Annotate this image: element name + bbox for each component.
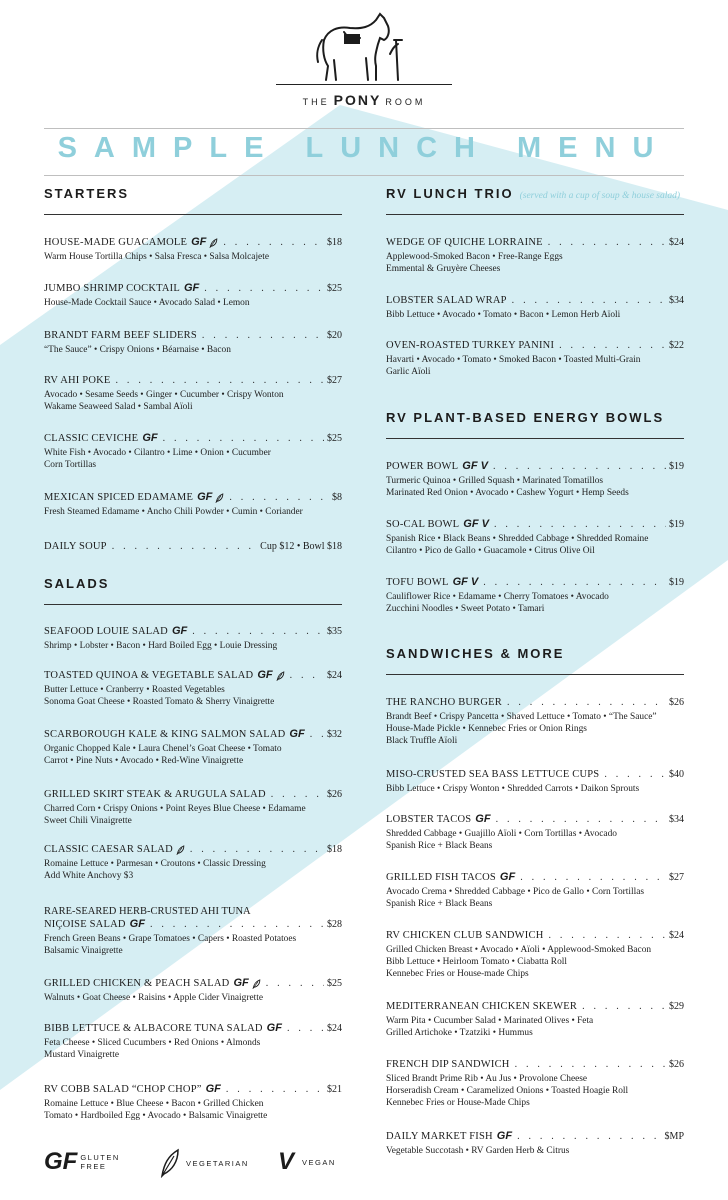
menu-title: SAMPLE LUNCH MENU bbox=[57, 132, 671, 164]
dot-leader bbox=[266, 977, 324, 990]
menu-item bbox=[44, 905, 342, 957]
menu-item-header bbox=[44, 374, 342, 387]
horse-icon bbox=[314, 10, 414, 84]
menu-item bbox=[44, 329, 342, 356]
menu-item-header bbox=[44, 236, 342, 249]
description-line: Brandt Beef • Crispy Pancetta • Shaved Lettuce • Tomato • “The Sauce” bbox=[386, 712, 657, 722]
menu-item-description bbox=[44, 992, 342, 1004]
menu-item-name: GRILLED CHICKEN & PEACH SALAD bbox=[44, 978, 230, 989]
dot-leader bbox=[202, 329, 324, 342]
menu-item-description bbox=[386, 944, 684, 980]
dot-leader bbox=[116, 374, 324, 387]
description-line: Sweet Chili Vinaigrette bbox=[44, 816, 132, 826]
menu-item-header bbox=[386, 339, 684, 352]
menu-item bbox=[386, 871, 684, 910]
menu-item-name: TOFU BOWL bbox=[386, 577, 449, 588]
description-line: Shredded Cabbage • Guajillo Aïoli • Corn Tortillas • Avocado bbox=[386, 829, 617, 839]
dot-leader bbox=[494, 518, 666, 531]
menu-item-description bbox=[386, 1073, 684, 1109]
menu-item-name-line: RARE-SEARED HERB-CRUSTED AHI TUNA bbox=[44, 906, 251, 917]
menu-item-price: $28 bbox=[327, 919, 342, 930]
menu-item-header bbox=[44, 282, 342, 295]
dot-leader bbox=[515, 1058, 666, 1071]
vegan-label: VEGAN bbox=[302, 1157, 336, 1167]
menu-item-header bbox=[44, 625, 342, 638]
menu-item-description bbox=[44, 684, 342, 708]
dot-leader bbox=[204, 282, 324, 295]
description-line: Applewood-Smoked Bacon • Free-Range Eggs bbox=[386, 252, 563, 262]
description-line: Bibb Lettuce • Crispy Wonton • Shredded Carrots • Daikon Sprouts bbox=[386, 784, 640, 794]
section-rule bbox=[44, 214, 342, 215]
menu-item-name: OVEN-ROASTED TURKEY PANINI bbox=[386, 340, 555, 351]
description-line: Romaine Lettuce • Blue Cheese • Bacon • Grilled Chicken bbox=[44, 1099, 264, 1109]
logo-room: ROOM bbox=[385, 97, 426, 107]
menu-item-description bbox=[386, 354, 684, 378]
description-line: Avocado • Sesame Seeds • Ginger • Cucumber • Crispy Wonton bbox=[44, 390, 284, 400]
dietary-tag: GF bbox=[197, 491, 213, 503]
menu-item-description bbox=[386, 475, 684, 499]
section-title-text: STARTERS bbox=[44, 186, 130, 201]
menu-item bbox=[44, 843, 342, 882]
menu-item-header bbox=[44, 669, 342, 682]
menu-item bbox=[386, 696, 684, 747]
menu-item-price: $19 bbox=[669, 577, 684, 588]
menu-item-name: LOBSTER TACOS bbox=[386, 814, 472, 825]
section-title bbox=[44, 186, 129, 201]
menu-item-name: DAILY MARKET FISH bbox=[386, 1131, 493, 1142]
dietary-tag: GF bbox=[289, 728, 305, 740]
menu-item-description bbox=[44, 251, 342, 263]
menu-item-description bbox=[386, 251, 684, 275]
menu-item-description bbox=[44, 506, 342, 518]
description-line: White Fish • Avocado • Cilantro • Lime • Onion • Cucumber bbox=[44, 448, 271, 458]
gf-label: GLUTEN FREE bbox=[80, 1153, 120, 1171]
dot-leader bbox=[290, 669, 324, 682]
description-line: Vegetable Succotash • RV Garden Herb & Citrus bbox=[386, 1146, 570, 1156]
menu-item-price: $34 bbox=[669, 814, 684, 825]
menu-item bbox=[386, 576, 684, 615]
description-line: Avocado Crema • Shredded Cabbage • Pico de Gallo • Corn Tortillas bbox=[386, 887, 645, 897]
menu-item-name: POWER BOWL bbox=[386, 461, 459, 472]
dot-leader bbox=[483, 576, 666, 589]
description-line: Kennebec Fries or House-Made Chips bbox=[386, 1098, 530, 1108]
dot-leader bbox=[496, 813, 666, 826]
description-line: House-Made Pickle • Kennebec Fries or Onion Rings bbox=[386, 724, 587, 734]
menu-item-price: $24 bbox=[669, 237, 684, 248]
menu-item bbox=[44, 977, 342, 1004]
menu-item-header bbox=[386, 929, 684, 942]
dietary-tag: GF V bbox=[462, 460, 488, 472]
menu-item-price: $24 bbox=[669, 930, 684, 941]
menu-item-name: WEDGE OF QUICHE LORRAINE bbox=[386, 237, 543, 248]
menu-item-header bbox=[386, 1058, 684, 1071]
gf-symbol: GF bbox=[44, 1148, 78, 1175]
dot-leader bbox=[112, 540, 257, 553]
dietary-tag: GF bbox=[191, 236, 207, 248]
dietary-tag: GF bbox=[205, 1083, 221, 1095]
menu-item-description bbox=[386, 591, 684, 615]
menu-item-description bbox=[386, 828, 684, 852]
vegetarian-label: VEGETARIAN bbox=[186, 1158, 249, 1168]
menu-item-price: $26 bbox=[327, 789, 342, 800]
dot-leader bbox=[507, 696, 666, 709]
leaf-icon bbox=[273, 669, 285, 682]
menu-item-header bbox=[386, 518, 684, 531]
description-line: Grilled Artichoke • Tzatziki • Hummus bbox=[386, 1028, 533, 1038]
menu-item-price: $29 bbox=[669, 1001, 684, 1012]
menu-item-header bbox=[44, 1083, 342, 1096]
logo-the: THE bbox=[302, 97, 330, 107]
menu-item-name: RV CHICKEN CLUB SANDWICH bbox=[386, 930, 544, 941]
menu-item-description bbox=[44, 1037, 342, 1061]
menu-item-price: $26 bbox=[669, 1059, 684, 1070]
description-line: Spanish Rice + Black Beans bbox=[386, 841, 493, 851]
menu-item-name: MEXICAN SPICED EDAMAME bbox=[44, 492, 194, 503]
menu-item bbox=[44, 1022, 342, 1061]
menu-item-name: SCARBOROUGH KALE & KING SALMON SALAD bbox=[44, 729, 286, 740]
menu-item bbox=[44, 540, 342, 555]
description-line: Marinated Red Onion • Avocado • Cashew Yogurt • Hemp Seeds bbox=[386, 488, 629, 498]
menu-item-price: $26 bbox=[669, 697, 684, 708]
menu-item-name: RV COBB SALAD “CHOP CHOP” bbox=[44, 1084, 202, 1095]
section-title-text: RV LUNCH TRIO bbox=[386, 186, 514, 201]
menu-item-name: TOASTED QUINOA & VEGETABLE SALAD bbox=[44, 670, 254, 681]
menu-item bbox=[44, 374, 342, 413]
menu-item bbox=[44, 282, 342, 309]
menu-item-price: $25 bbox=[327, 978, 342, 989]
menu-item bbox=[44, 788, 342, 827]
menu-item-name: JUMBO SHRIMP COCKTAIL bbox=[44, 283, 180, 294]
section-rule bbox=[44, 604, 342, 605]
menu-item-price: $27 bbox=[669, 872, 684, 883]
menu-item-name: CLASSIC CEVICHE bbox=[44, 433, 139, 444]
menu-item bbox=[386, 518, 684, 557]
menu-item-description bbox=[44, 743, 342, 767]
dot-leader bbox=[223, 236, 324, 249]
menu-item-description bbox=[386, 1145, 684, 1157]
menu-item-description bbox=[44, 344, 342, 356]
menu-item-name: GRILLED FISH TACOS bbox=[386, 872, 496, 883]
description-line: “The Sauce” • Crispy Onions • Béarnaise • Bacon bbox=[44, 345, 231, 355]
menu-item-price: $20 bbox=[327, 330, 342, 341]
menu-item-name: LOBSTER SALAD WRAP bbox=[386, 295, 507, 306]
description-line: Zucchini Noodles • Sweet Potato • Tamari bbox=[386, 604, 545, 614]
title-top-rule bbox=[44, 128, 684, 129]
description-line: Spanish Rice + Black Beans bbox=[386, 899, 493, 909]
menu-item-header bbox=[44, 329, 342, 342]
menu-item-header bbox=[44, 491, 342, 504]
dot-leader bbox=[226, 1083, 324, 1096]
description-line: Organic Chopped Kale • Laura Chenel’s Goat Cheese • Tomato bbox=[44, 744, 282, 754]
legend-gluten-free bbox=[44, 1148, 120, 1176]
menu-item bbox=[44, 669, 342, 708]
legend-vegetarian bbox=[158, 1148, 249, 1178]
menu-item-header bbox=[386, 813, 684, 826]
dietary-tag: GF bbox=[257, 669, 273, 681]
description-line: Emmental & Gruyère Cheeses bbox=[386, 264, 501, 274]
menu-item-name: SEAFOOD LOUIE SALAD bbox=[44, 626, 168, 637]
menu-item bbox=[386, 460, 684, 499]
logo-wordmark bbox=[276, 92, 452, 108]
menu-item-name: BRANDT FARM BEEF SLIDERS bbox=[44, 330, 197, 341]
menu-item-price: $18 bbox=[327, 237, 342, 248]
dot-leader bbox=[287, 1022, 324, 1035]
dot-leader bbox=[192, 625, 324, 638]
dot-leader bbox=[229, 491, 329, 504]
menu-item-name: BIBB LETTUCE & ALBACORE TUNA SALAD bbox=[44, 1023, 263, 1034]
menu-item bbox=[386, 339, 684, 378]
dietary-tag: GF bbox=[496, 1130, 513, 1142]
dietary-tag: GF bbox=[499, 871, 516, 883]
dot-leader bbox=[190, 843, 324, 856]
description-line: Mustard Vinaigrette bbox=[44, 1050, 120, 1060]
menu-item-price: $35 bbox=[327, 626, 342, 637]
menu-item-price: $40 bbox=[669, 769, 684, 780]
menu-item-header bbox=[44, 918, 342, 931]
dot-leader bbox=[582, 1000, 666, 1013]
menu-item-header bbox=[386, 576, 684, 589]
description-line: Add White Anchovy $3 bbox=[44, 871, 134, 881]
description-line: Carrot • Pine Nuts • Avocado • Red-Wine Vinaigrette bbox=[44, 756, 244, 766]
menu-item-name: GRILLED SKIRT STEAK & ARUGULA SALAD bbox=[44, 789, 266, 800]
leaf-icon bbox=[173, 843, 185, 856]
menu-item-price: $8 bbox=[332, 492, 342, 503]
menu-item-price: $25 bbox=[327, 283, 342, 294]
menu-item-description bbox=[386, 533, 684, 557]
dot-leader bbox=[271, 788, 324, 801]
menu-item-header bbox=[386, 460, 684, 473]
menu-item-header bbox=[386, 236, 684, 249]
description-line: Cilantro • Pico de Gallo • Guacamole • Citrus Olive Oil bbox=[386, 546, 595, 556]
menu-item-header bbox=[386, 1130, 684, 1143]
menu-item-name: RV AHI POKE bbox=[44, 375, 111, 386]
menu-item-header bbox=[44, 432, 342, 445]
menu-item bbox=[44, 1083, 342, 1122]
description-line: Sliced Brandt Prime Rib • Au Jus • Provolone Cheese bbox=[386, 1074, 588, 1084]
menu-item-header bbox=[386, 871, 684, 884]
menu-item-header bbox=[386, 294, 684, 307]
description-line: Grilled Chicken Breast • Avocado • Aïoli • Applewood-Smoked Bacon bbox=[386, 945, 652, 955]
description-line: Tomato • Hardboiled Egg • Avocado • Balsamic Vinaigrette bbox=[44, 1111, 268, 1121]
section-title-text: RV PLANT-BASED ENERGY BOWLS bbox=[386, 410, 665, 425]
legend-vegan bbox=[278, 1148, 336, 1176]
leaf-icon bbox=[206, 236, 218, 249]
dot-leader bbox=[520, 871, 666, 884]
menu-item-header bbox=[386, 768, 684, 781]
menu-item-price: $34 bbox=[669, 295, 684, 306]
menu-item bbox=[386, 1000, 684, 1039]
menu-item-description bbox=[44, 933, 342, 957]
description-line: Charred Corn • Crispy Onions • Point Reyes Blue Cheese • Edamame bbox=[44, 804, 306, 814]
description-line: Shrimp • Lobster • Bacon • Hard Boiled Egg • Louie Dressing bbox=[44, 641, 278, 651]
description-line: House-Made Cocktail Sauce • Avocado Salad • Lemon bbox=[44, 298, 250, 308]
menu-item-name: DAILY SOUP bbox=[44, 541, 107, 552]
menu-item-price: $18 bbox=[327, 844, 342, 855]
menu-item-name: MISO-CRUSTED SEA BASS LETTUCE CUPS bbox=[386, 769, 600, 780]
menu-item bbox=[44, 236, 342, 263]
description-line: Corn Tortillas bbox=[44, 460, 97, 470]
menu-item-description bbox=[44, 447, 342, 471]
description-line: Havarti • Avocado • Tomato • Smoked Bacon • Toasted Multi-Grain bbox=[386, 355, 641, 365]
dietary-tag: GF bbox=[129, 918, 145, 930]
leaf-icon bbox=[249, 977, 261, 990]
menu-item-price: $25 bbox=[327, 433, 342, 444]
dot-leader bbox=[163, 432, 324, 445]
dot-leader bbox=[517, 1130, 661, 1143]
description-line: Kennebec Fries or House-made Chips bbox=[386, 969, 529, 979]
menu-item bbox=[386, 929, 684, 980]
section-title bbox=[386, 410, 664, 425]
menu-item-name: HOUSE-MADE GUACAMOLE bbox=[44, 237, 188, 248]
menu-item-price: Cup $12 • Bowl $18 bbox=[260, 541, 342, 552]
dietary-tag: GF bbox=[171, 625, 188, 637]
dot-leader bbox=[604, 768, 666, 781]
description-line: Horseradish Cream • Caramelized Onions • Toasted Hoagie Roll bbox=[386, 1086, 629, 1096]
logo-pony: PONY bbox=[333, 92, 382, 108]
logo-rule bbox=[276, 84, 452, 85]
menu-item-header bbox=[44, 788, 342, 801]
menu-item bbox=[44, 432, 342, 471]
menu-item-price: $22 bbox=[669, 340, 684, 351]
dietary-tag: GF bbox=[142, 432, 158, 444]
section-title-text: SANDWICHES & MORE bbox=[386, 646, 565, 661]
menu-item bbox=[44, 625, 342, 652]
dietary-tag: GF V bbox=[463, 518, 489, 530]
section-rule bbox=[386, 214, 684, 215]
description-line: Feta Cheese • Sliced Cucumbers • Red Onions • Almonds bbox=[44, 1038, 261, 1048]
menu-item bbox=[386, 1130, 684, 1157]
menu-item-name: NIÇOISE SALAD bbox=[44, 919, 126, 930]
menu-item-price: $MP bbox=[664, 1131, 684, 1142]
menu-item-header bbox=[44, 1022, 342, 1035]
menu-item-header bbox=[44, 540, 342, 553]
dot-leader bbox=[548, 236, 666, 249]
menu-item-header bbox=[386, 1000, 684, 1013]
description-line: Wakame Seaweed Salad • Sambal Aïoli bbox=[44, 402, 193, 412]
v-symbol: V bbox=[278, 1148, 295, 1175]
description-line: Butter Lettuce • Cranberry • Roasted Vegetables bbox=[44, 685, 225, 695]
menu-item-price: $24 bbox=[327, 670, 342, 681]
menu-item-description bbox=[44, 803, 342, 827]
description-line: Warm Pita • Cucumber Salad • Marinated Olives • Feta bbox=[386, 1016, 594, 1026]
menu-item bbox=[386, 236, 684, 275]
section-title-text: SALADS bbox=[44, 576, 110, 591]
section-title bbox=[386, 646, 564, 661]
description-line: Cauliflower Rice • Edamame • Cherry Tomatoes • Avocado bbox=[386, 592, 609, 602]
description-line: Spanish Rice • Black Beans • Shredded Cabbage • Shredded Romaine bbox=[386, 534, 649, 544]
menu-item-description bbox=[386, 886, 684, 910]
leaf-icon bbox=[212, 491, 224, 504]
description-line: Balsamic Vinaigrette bbox=[44, 946, 123, 956]
menu-item-price: $21 bbox=[327, 1084, 342, 1095]
description-line: Fresh Steamed Edamame • Ancho Chili Powder • Cumin • Coriander bbox=[44, 507, 303, 517]
menu-item-name: SO-CAL BOWL bbox=[386, 519, 460, 530]
menu-item-description bbox=[44, 858, 342, 882]
menu-item-description bbox=[44, 1098, 342, 1122]
menu-item bbox=[44, 728, 342, 767]
description-line: Bibb Lettuce • Heirloom Tomato • Ciabatta Roll bbox=[386, 957, 567, 967]
dot-leader bbox=[512, 294, 666, 307]
menu-item-description bbox=[44, 640, 342, 652]
dot-leader bbox=[310, 728, 324, 741]
section-note: (served with a cup of soup & house salad) bbox=[519, 191, 681, 201]
menu-item-name: FRENCH DIP SANDWICH bbox=[386, 1059, 510, 1070]
description-line: Bibb Lettuce • Avocado • Tomato • Bacon • Lemon Herb Aïoli bbox=[386, 310, 621, 320]
dot-leader bbox=[150, 918, 324, 931]
menu-item-header bbox=[386, 696, 684, 709]
menu-item bbox=[386, 768, 684, 795]
description-line: Warm House Tortilla Chips • Salsa Fresca • Salsa Molcajete bbox=[44, 252, 269, 262]
description-line: Garlic Aïoli bbox=[386, 367, 431, 377]
menu-item-description bbox=[386, 783, 684, 795]
description-line: Romaine Lettuce • Parmesan • Croutons • Classic Dressing bbox=[44, 859, 266, 869]
dot-leader bbox=[559, 339, 666, 352]
menu-item-header bbox=[44, 977, 342, 990]
menu-item-name: CLASSIC CAESAR SALAD bbox=[44, 844, 173, 855]
dietary-tag: GF V bbox=[452, 576, 479, 588]
description-line: Sonoma Goat Cheese • Roasted Tomato & Sherry Vinaigrette bbox=[44, 697, 275, 707]
dot-leader bbox=[548, 929, 666, 942]
section-title bbox=[44, 576, 109, 591]
menu-item-description bbox=[386, 309, 684, 321]
dietary-tag: GF bbox=[475, 813, 491, 825]
menu-item-price: $19 bbox=[669, 519, 684, 530]
section-rule bbox=[386, 438, 684, 439]
menu-item-description bbox=[44, 297, 342, 309]
menu-item-name: THE RANCHO BURGER bbox=[386, 697, 502, 708]
description-line: Walnuts • Goat Cheese • Raisins • Apple Cider Vinaigrette bbox=[44, 993, 263, 1003]
title-bottom-rule bbox=[44, 175, 684, 176]
menu-item-price: $32 bbox=[327, 729, 342, 740]
menu-item-price: $24 bbox=[327, 1023, 342, 1034]
description-line: French Green Beans • Grape Tomatoes • Capers • Roasted Potatoes bbox=[44, 934, 297, 944]
leaf-icon bbox=[158, 1148, 180, 1178]
description-line: Turmeric Quinoa • Grilled Squash • Marinated Tomatillos bbox=[386, 476, 604, 486]
menu-item bbox=[386, 1058, 684, 1109]
menu-item-name: MEDITERRANEAN CHICKEN SKEWER bbox=[386, 1001, 578, 1012]
menu-item bbox=[386, 813, 684, 852]
dietary-tag: GF bbox=[184, 282, 200, 294]
section-title bbox=[386, 186, 680, 201]
menu-item-price: $19 bbox=[669, 461, 684, 472]
description-line: Black Truffle Aïoli bbox=[386, 736, 458, 746]
menu-item-description bbox=[44, 389, 342, 413]
menu-item-price: $27 bbox=[327, 375, 342, 386]
menu-item-header bbox=[44, 843, 342, 856]
menu-item-description bbox=[386, 711, 684, 747]
dot-leader bbox=[493, 460, 666, 473]
dietary-tag: GF bbox=[266, 1022, 282, 1034]
menu-item-description bbox=[386, 1015, 684, 1039]
menu-item bbox=[44, 491, 342, 518]
dietary-tag: GF bbox=[233, 977, 249, 989]
section-rule bbox=[386, 674, 684, 675]
menu-item-header bbox=[44, 728, 342, 741]
menu-item bbox=[386, 294, 684, 321]
